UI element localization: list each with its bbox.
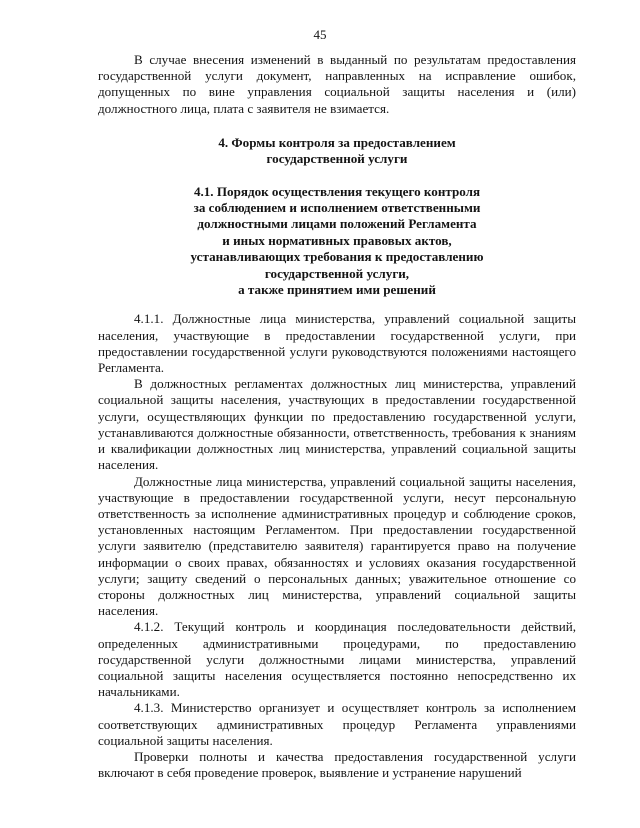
intro-paragraph: В случае внесения изменений в выданный по результатам предоставления государственной услуги документ, направленных на исправление ошибок, допущенных по вине управления социальной защиты населения и (или) должностного лица, плата с заявителя не взимается. bbox=[98, 52, 576, 116]
section-heading-line: государственной услуги bbox=[266, 151, 408, 167]
paragraph-4-1-3: 4.1.3. Министерство организует и осуществляет контроль за исполнением соответствующих административных процедур Регламента управлениями социальной защиты населения. bbox=[98, 700, 576, 748]
paragraph-4-1-1: 4.1.1. Должностные лица министерства, управлений социальной защиты населения, участвующие в предоставлении государственной услуги, при предоставлении государственной услуги руководствуются положениями настоящего Регламента. bbox=[98, 311, 576, 376]
section-heading bbox=[98, 135, 576, 168]
page-content bbox=[98, 52, 576, 781]
section-heading-line: 4. Формы контроля за предоставлением bbox=[218, 134, 456, 150]
subsection-heading-line: а также принятием ими решений bbox=[238, 282, 436, 298]
paragraph-job-regulations: В должностных регламентах должностных лиц министерства, управлений социальной защиты населения, участвующих в предоставлении государственной услуги, осуществляющих функции по предоставлению государственной услуги, устанавливаются должностные обязанности, ответственность, требования к знаниям и квалификации должностных лиц министерства, управлений социальной защиты населения. bbox=[98, 376, 576, 473]
subsection-heading-line: должностными лицами положений Регламента bbox=[197, 216, 477, 232]
paragraph-inspections: Проверки полноты и качества предоставления государственной услуги включают в себя проведение проверок, выявление и устранение нарушений bbox=[98, 748, 576, 781]
subsection-heading-line: государственной услуги, bbox=[264, 265, 410, 281]
paragraph-responsibility: Должностные лица министерства, управлений социальной защиты населения, участвующие в предоставлении государственной услуги, несут персональную ответственность за исполнение административных процедур и соблюдение сроков, установленных настоящим Регламентом. При предоставлении государственной услуги заявителю (представителю заявителя) гарантируется право на получение информации о своих правах, обязанностях и условиях оказания государственной услуги; защиту сведений о персональных данных; уважительное отношение со стороны должностных лиц министерства, управлений социальной защиты населения. bbox=[98, 473, 576, 619]
paragraph-4-1-2: 4.1.2. Текущий контроль и координация последовательности действий, определенных административными процедурами, по предоставлению государственной услуги должностными лицами министерства, управлений социальной защиты населения осуществляется постоянно непосредственно их начальниками. bbox=[98, 619, 576, 700]
subsection-heading-line: 4.1. Порядок осуществления текущего контроля bbox=[193, 183, 481, 199]
subsection-heading-line: за соблюдением и исполнением ответственными bbox=[193, 200, 481, 216]
page-number: 45 bbox=[313, 27, 327, 42]
subsection-heading-line: и иных нормативных правовых актов, bbox=[222, 232, 452, 248]
subsection-heading bbox=[98, 184, 576, 299]
subsection-heading-line: устанавливающих требования к предоставлению bbox=[190, 249, 484, 265]
